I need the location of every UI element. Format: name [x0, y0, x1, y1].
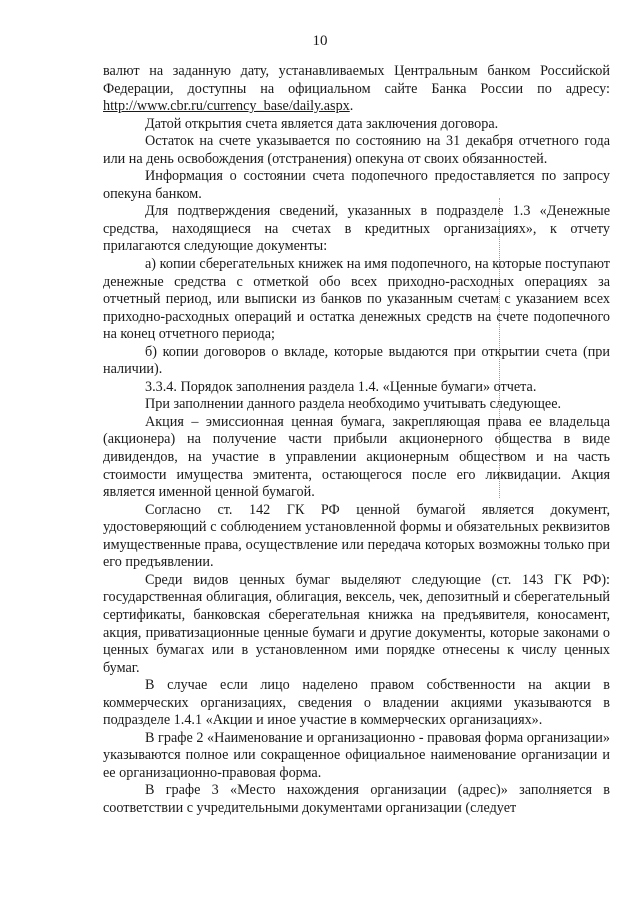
paragraph: Для подтверждения сведений, указанных в подразделе 1.3 «Денежные средства, находящиеся на счетах в кредитных организациях», к отчету прилагаются следующие документы:: [103, 203, 610, 255]
page-number: 10: [312, 33, 328, 49]
paragraph: Остаток на счете указывается по состоянию на 31 декабря отчетного года или на день освобождения (отстранения) опекуна от своих обязанностей.: [103, 133, 610, 167]
list-item-a: а) копии сберегательных книжек на имя подопечного, на которые поступают денежные средства с отметкой обо всех приходно-расходных операциях за отчетный период, или выписки из банков по указанным счетам с указанием всех приходно-расходных операций и остатка денежных средств на счете подопечного на конец отчетного периода;: [103, 256, 610, 343]
list-item-b: б) копии договоров о вкладе, которые выдаются при открытии счета (при наличии).: [103, 343, 610, 378]
paragraph: Акция – эмиссионная ценная бумага, закрепляющая права ее владельца (акционера) на получение части прибыли акционерного общества в виде дивидендов, на участие в управлении акционерным обществом и на часть стоимости имущества эмитента, остающегося после его ликвидации. Акция является именной ценной бумагой.: [103, 413, 610, 501]
paragraph: Согласно ст. 142 ГК РФ ценной бумагой является документ, удостоверяющий с соблюдением установленной формы и обязательных реквизитов имущественные права, осуществление или передача которых возможны только при его предъявлении.: [103, 501, 610, 571]
cbr-link[interactable]: http://www.cbr.ru/currency_base/daily.aspx: [103, 98, 350, 115]
paragraph: В графе 3 «Место нахождения организации (адрес)» заполняется в соответствии с учредительными документами организации (следует: [103, 782, 610, 816]
paragraph: Информация о состоянии счета подопечного предоставляется по запросу опекуна банком.: [103, 168, 610, 202]
paragraph: Среди видов ценных бумаг выделяют следующие (ст. 143 ГК РФ): государственная облигация, облигация, вексель, чек, депозитный и сберегательный сертификаты, банковская сберегательная книжка на предъявителя, коносамент, акция, приватизационные ценные бумаги и другие документы, которые законами о ценных бумагах или в установленном ими порядке отнесены к числу ценных бумаг.: [103, 571, 610, 676]
paragraph-tail: .: [349, 98, 354, 115]
paragraph: При заполнении данного раздела необходимо учитывать следующее.: [145, 396, 562, 413]
paragraph: В случае если лицо наделено правом собственности на акции в коммерческих организациях, сведения о владении акциями указываются в подразделе 1.4.1 «Акции и иное участие в коммерческих организациях».: [103, 677, 610, 729]
paragraph-currency: [103, 63, 610, 116]
paragraph-text: валют на заданную дату, устанавливаемых Центральным банком Российской Федерации, доступны на официальном сайте Банка России по адресу:: [103, 63, 610, 97]
section-heading: 3.3.4. Порядок заполнения раздела 1.4. «Ценные бумаги» отчета.: [145, 378, 537, 395]
paragraph: В графе 2 «Наименование и организационно - правовая форма организации» указываются полное или сокращенное официальное наименование организации и ее организационно-правовая форма.: [103, 729, 610, 781]
paragraph: Датой открытия счета является дата заключения договора.: [145, 115, 499, 132]
document-body: [103, 63, 610, 818]
